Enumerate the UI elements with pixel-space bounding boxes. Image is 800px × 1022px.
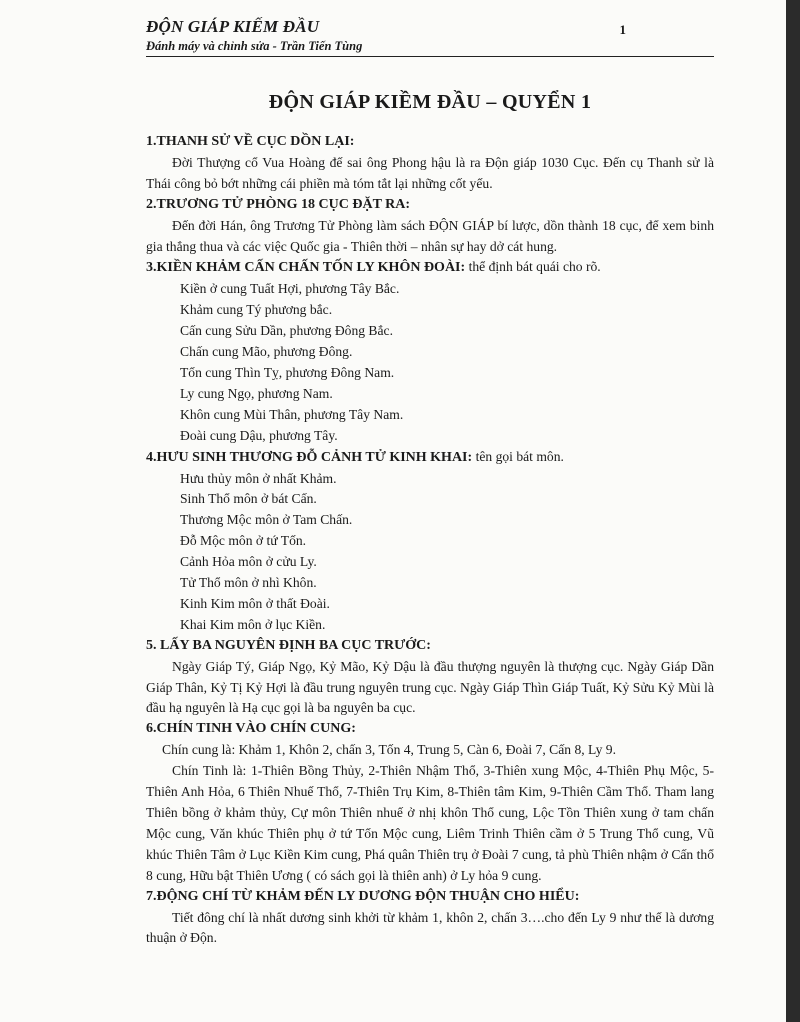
list-item: Khảm cung Tý phương bắc. <box>180 302 333 318</box>
list-item: Sinh Thổ môn ở bát Cấn. <box>180 491 317 507</box>
section-4-heading-text: 4.HƯU SINH THƯƠNG ĐỖ CẢNH TỬ KINH KHAI: <box>146 449 473 465</box>
document-title: ĐỘN GIÁP KIỀM ĐẦU – QUYỂN 1 <box>268 91 592 113</box>
section-2-heading: 2.TRƯƠNG TỬ PHÒNG 18 CỤC ĐẶT RA: <box>146 196 411 212</box>
page-number: 1 <box>619 22 626 37</box>
list-item: Kinh Kim môn ở thất Đoài. <box>180 595 330 611</box>
document-body <box>146 132 714 949</box>
list-item: Tử Thổ môn ở nhì Khôn. <box>180 575 317 591</box>
page-header <box>146 16 714 57</box>
section-4-heading <box>146 447 714 469</box>
section-3-note: thể định bát quái cho rõ. <box>465 259 601 275</box>
section-5-paragraph: Ngày Giáp Tý, Giáp Ngọ, Kỷ Mão, Kỷ Dậu là đầu thượng nguyên là thượng cục. Ngày Giáp Dần Giáp Thân, Kỷ Tị Kỷ Hợi là đầu trung nguyên trung cục. Ngày Giáp Thìn Giáp Tuất, Kỷ Sửu Kỷ Mùi là đầu hạ nguyên là Hạ cục gọi là ba nguyên ba cục. <box>146 658 714 716</box>
list-item: Hưu thủy môn ở nhất Khảm. <box>180 470 337 486</box>
list-item: Đỗ Mộc môn ở tứ Tốn. <box>180 533 307 549</box>
section-4-note: tên gọi bát môn. <box>472 448 564 464</box>
list-item: Kiền ở cung Tuất Hợi, phương Tây Bắc. <box>180 281 400 297</box>
list-item: Chấn cung Mão, phương Đông. <box>180 344 353 360</box>
header-title: ĐỘN GIÁP KIẾM ĐẦU <box>146 17 320 36</box>
section-7-paragraph: Tiết đông chí là nhất dương sinh khởi từ khảm 1, khôn 2, chấn 3….cho đến Ly 9 như thế là dương thuận ở Độn. <box>146 909 714 946</box>
header-subtitle: Đánh máy và chỉnh sửa - Trần Tiến Tùng <box>146 38 714 57</box>
list-item: Khai Kim môn ở lục Kiền. <box>180 616 326 632</box>
section-6-heading: 6.CHÍN TINH VÀO CHÍN CUNG: <box>146 721 356 737</box>
list-item: Tốn cung Thìn Tỵ, phương Đông Nam. <box>180 364 395 380</box>
list-item: Ly cung Ngọ, phương Nam. <box>180 385 333 401</box>
section-5-heading: 5. LẤY BA NGUYÊN ĐỊNH BA CỤC TRƯỚC: <box>146 637 431 653</box>
section-3-heading-text: 3.KIỀN KHẢM CẤN CHẤN TỐN LY KHÔN ĐOÀI: <box>146 260 466 276</box>
list-item: Đoài cung Dậu, phương Tây. <box>180 427 338 443</box>
section-7-heading: 7.ĐỘNG CHÍ TỪ KHẢM ĐẾN LY DƯƠNG ĐỘN THUẬN CHO HIỂU: <box>146 888 580 904</box>
list-item: Khôn cung Mùi Thân, phương Tây Nam. <box>180 406 404 422</box>
section-6-paragraph: Chín Tinh là: 1-Thiên Bồng Thủy, 2-Thiên Nhậm Thổ, 3-Thiên xung Mộc, 4-Thiên Phụ Mộc, 5-Thiên Anh Hỏa, 6 Thiên Nhuế Thổ, 7-Thiên Trụ Kim, 8-Thiên tâm Kim, 9-Thiên Cầm Thổ. Tham lang Thiên bồng ở khảm thủy, Cự môn Thiên nhuế ở nhị khôn Thổ cung, Lộc Tồn Thiên xung ở tam chấn Mộc cung, Văn khúc Thiên phụ ở tứ Tốn Mộc cung, Liêm Trinh Thiên cầm ở 5 Trung Thổ cung, Vũ khúc Thiên Tâm ở Lục Kiền Kim cung, Phá quân Thiên trụ ở Đoài 7 cung, tả phù Thiên nhậm ở Cấn thổ 8 cung, Hữu bật Thiên Ương ( có sách gọi là thiên anh) ở Ly hỏa 9 cung. <box>146 763 714 883</box>
section-2-paragraph: Đến đời Hán, ông Trương Tử Phòng làm sách ĐỘN GIÁP bí lược, dồn thành 18 cục, để xem binh gia thắng thua và các việc Quốc gia - Thiên thời – nhân sự hay dở cát hung. <box>146 217 714 254</box>
list-item: Cấn cung Sửu Dần, phương Đông Bắc. <box>180 323 393 339</box>
section-1-paragraph: Đời Thượng cổ Vua Hoàng đế sai ông Phong hậu là ra Độn giáp 1030 Cục. Đến cụ Thanh sử là Thái công bỏ bớt những cái phiền mà tóm tắt lại những cốt yếu. <box>146 154 714 191</box>
section-3-heading <box>146 257 714 279</box>
list-item: Cảnh Hỏa môn ở cửu Ly. <box>180 554 317 570</box>
list-item: Thương Mộc môn ở Tam Chấn. <box>180 512 353 528</box>
section-6-line: Chín cung là: Khảm 1, Khôn 2, chấn 3, Tốn 4, Trung 5, Càn 6, Đoài 7, Cấn 8, Ly 9. <box>162 742 616 758</box>
section-1-heading: 1.THANH SỬ VỀ CỤC DỒN LẠI: <box>146 134 355 149</box>
